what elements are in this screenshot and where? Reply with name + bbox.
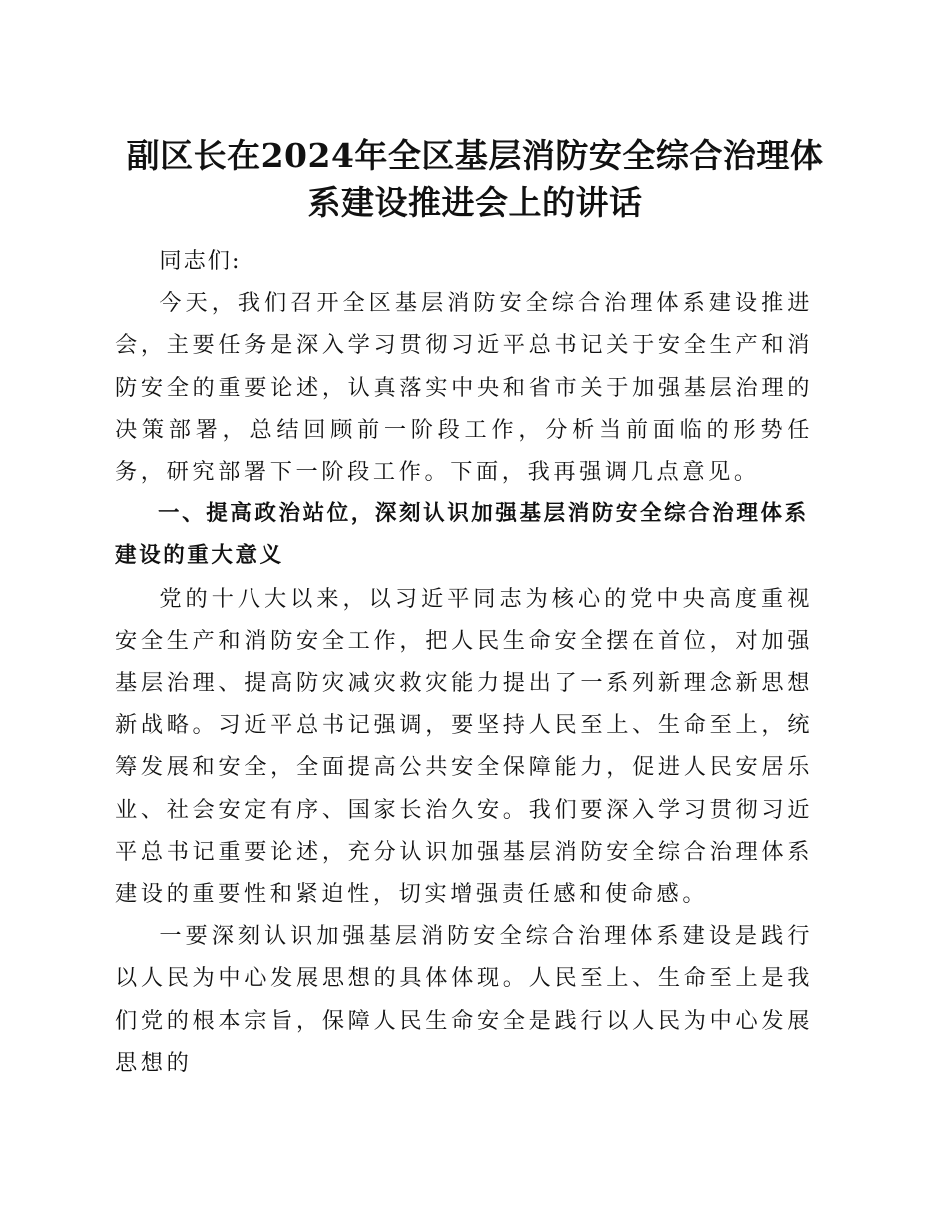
document-title: 副区长在2024年全区基层消防安全综合治理体系建设推进会上的讲话 — [126, 136, 824, 222]
paragraph-point-1: 一要深刻认识加强基层消防安全综合治理体系建设是践行以人民为中心发展思想的具体体现。人民至上、生命至上是我们党的根本宗旨，保障人民生命安全是践行以人民为中心发展思想的 — [115, 923, 813, 1076]
paragraph-intro: 今天，我们召开全区基层消防安全综合治理体系建设推进会，主要任务是深入学习贯彻习近平总书记关于安全生产和消防安全的重要论述，认真落实中央和省市关于加强基层治理的决策部署，总结回顾前一阶段工作，分析当前面临的形势任务，研究部署下一阶段工作。下面，我再强调几点意见。 — [115, 290, 813, 486]
section-heading-1: 一、提高政治站位，深刻认识加强基层消防安全综合治理体系建设的重大意义 — [115, 501, 809, 569]
salutation: 同志们: — [159, 248, 242, 274]
document-body — [115, 240, 813, 1084]
paragraph-background: 党的十八大以来，以习近平同志为核心的党中央高度重视安全生产和消防安全工作，把人民生命安全摆在首位，对加强基层治理、提高防灾减灾救灾能力提出了一系列新理念新思想新战略。习近平总书记强调，要坚持人民至上、生命至上，统筹发展和安全，全面提高公共安全保障能力，促进人民安居乐业、社会安定有序、国家长治久安。我们要深入学习贯彻习近平总书记重要论述，充分认识加强基层消防安全综合治理体系建设的重要性和紧迫性，切实增强责任感和使命感。 — [115, 585, 813, 908]
